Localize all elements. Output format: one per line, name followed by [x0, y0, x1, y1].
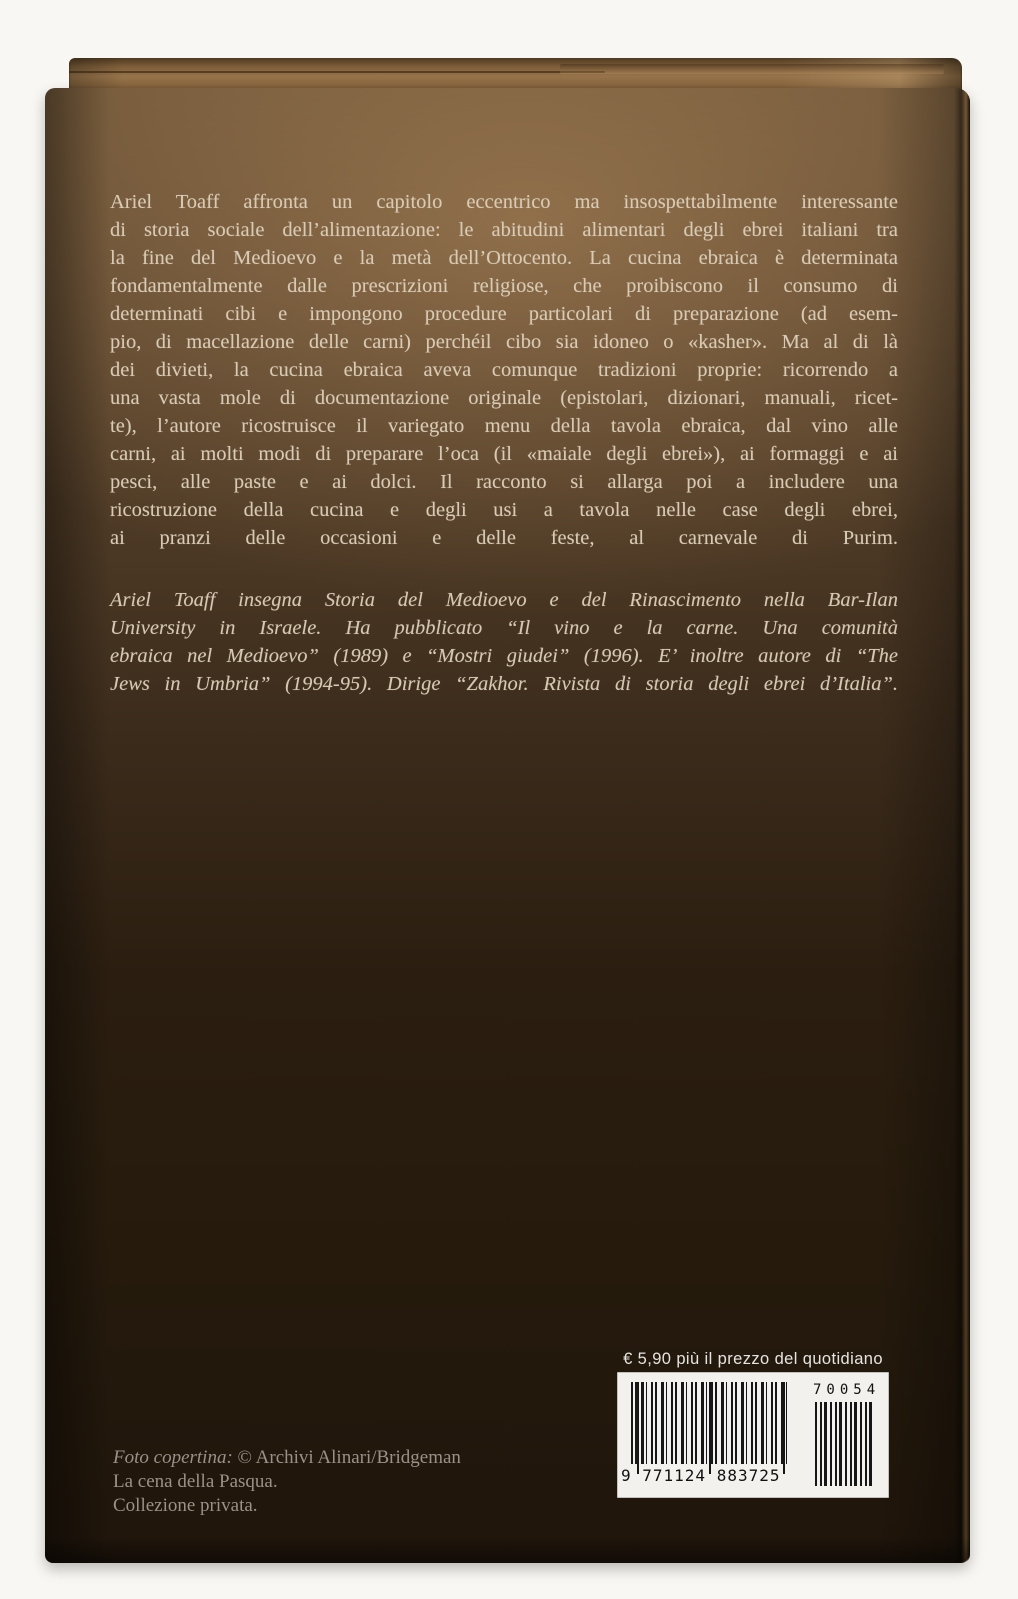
photo-credit: [113, 1446, 533, 1518]
barcode-number: 9 771124 883725: [621, 1466, 781, 1485]
text-line: di storia sociale dell’alimentazione: le abitudini alimentari degli ebrei italiani tra: [110, 219, 898, 241]
bottom-edge-shadow: [45, 1537, 970, 1563]
page-block-edge: [560, 64, 944, 74]
text-line: carni, ai molti modi di preparare l’oca (il «maiale degli ebrei»), ai formaggi e ai: [110, 443, 898, 465]
text-line: dei divieti, la cucina ebraica aveva comunque tradizioni proprie: ricorrendo a: [110, 359, 898, 381]
credit-agency: © Archivi Alinari/Bridgeman: [237, 1447, 461, 1468]
credit-label: Foto copertina:: [113, 1447, 233, 1468]
cover-face: [45, 88, 970, 1563]
text-line: la fine del Medioevo e la metà dell’Ottocento. La cucina ebraica è determinata: [110, 247, 898, 269]
author-bio-paragraph: [110, 586, 898, 698]
barcode-guard-bars: [631, 1382, 791, 1474]
text-line: pesci, alle paste e ai dolci. Il racconto si allarga poi a includere una: [110, 471, 898, 493]
book-back-cover: [45, 58, 970, 1563]
jacket-fold-crease: [69, 71, 605, 73]
spine-edge: [954, 88, 970, 1563]
text-line: pio, di macellazione delle carni) perchéil cibo sia idoneo o «kasher». Ma al di là: [110, 331, 898, 353]
text-line: Jews in Umbria” (1994-95). Dirige “Zakhor. Rivista di storia degli ebrei d’Italia”.: [110, 673, 898, 695]
text-line: fondamentalmente dalle prescrizioni religiose, che proibiscono il consumo di: [110, 275, 898, 297]
credit-line-2: La cena della Pasqua.: [113, 1471, 278, 1492]
ean-barcode: [621, 1382, 791, 1486]
text-line: ricostruzione della cucina e degli usi a tavola nelle case degli ebrei,: [110, 499, 898, 521]
text-line: determinati cibi e impongono procedure particolari di preparazione (ad esem-: [110, 303, 898, 325]
barcode-addon: [813, 1382, 881, 1486]
blurb-paragraph: [110, 188, 898, 552]
text-line: Ariel Toaff affronta un capitolo eccentrico ma insospettabilmente interessante: [110, 191, 898, 213]
credit-line-3: Collezione privata.: [113, 1495, 258, 1516]
credit-line-1: [113, 1446, 533, 1470]
barcode-label: [617, 1372, 889, 1498]
barcode-addon-bars: [815, 1402, 873, 1486]
text-line: ebraica nel Medioevo” (1989) e “Mostri giudei” (1996). E’ inoltre autore di “The: [110, 645, 898, 667]
text-line: University in Israele. Ha pubblicato “Il vino e la carne. Una comunità: [110, 617, 898, 639]
text-line: te), l’autore ricostruisce il variegato menu della tavola ebraica, dal vino alle: [110, 415, 898, 437]
price-text: € 5,90 più il prezzo del quotidiano: [623, 1350, 883, 1368]
barcode-addon-number: 70054: [813, 1382, 881, 1398]
text-line: Ariel Toaff insegna Storia del Medioevo e del Rinascimento nella Bar-Ilan: [110, 589, 898, 611]
text-line: ai pranzi delle occasioni e delle feste, al carnevale di Purim.: [110, 527, 898, 549]
text-line: una vasta mole di documentazione originale (epistolari, dizionari, manuali, ricet-: [110, 387, 898, 409]
